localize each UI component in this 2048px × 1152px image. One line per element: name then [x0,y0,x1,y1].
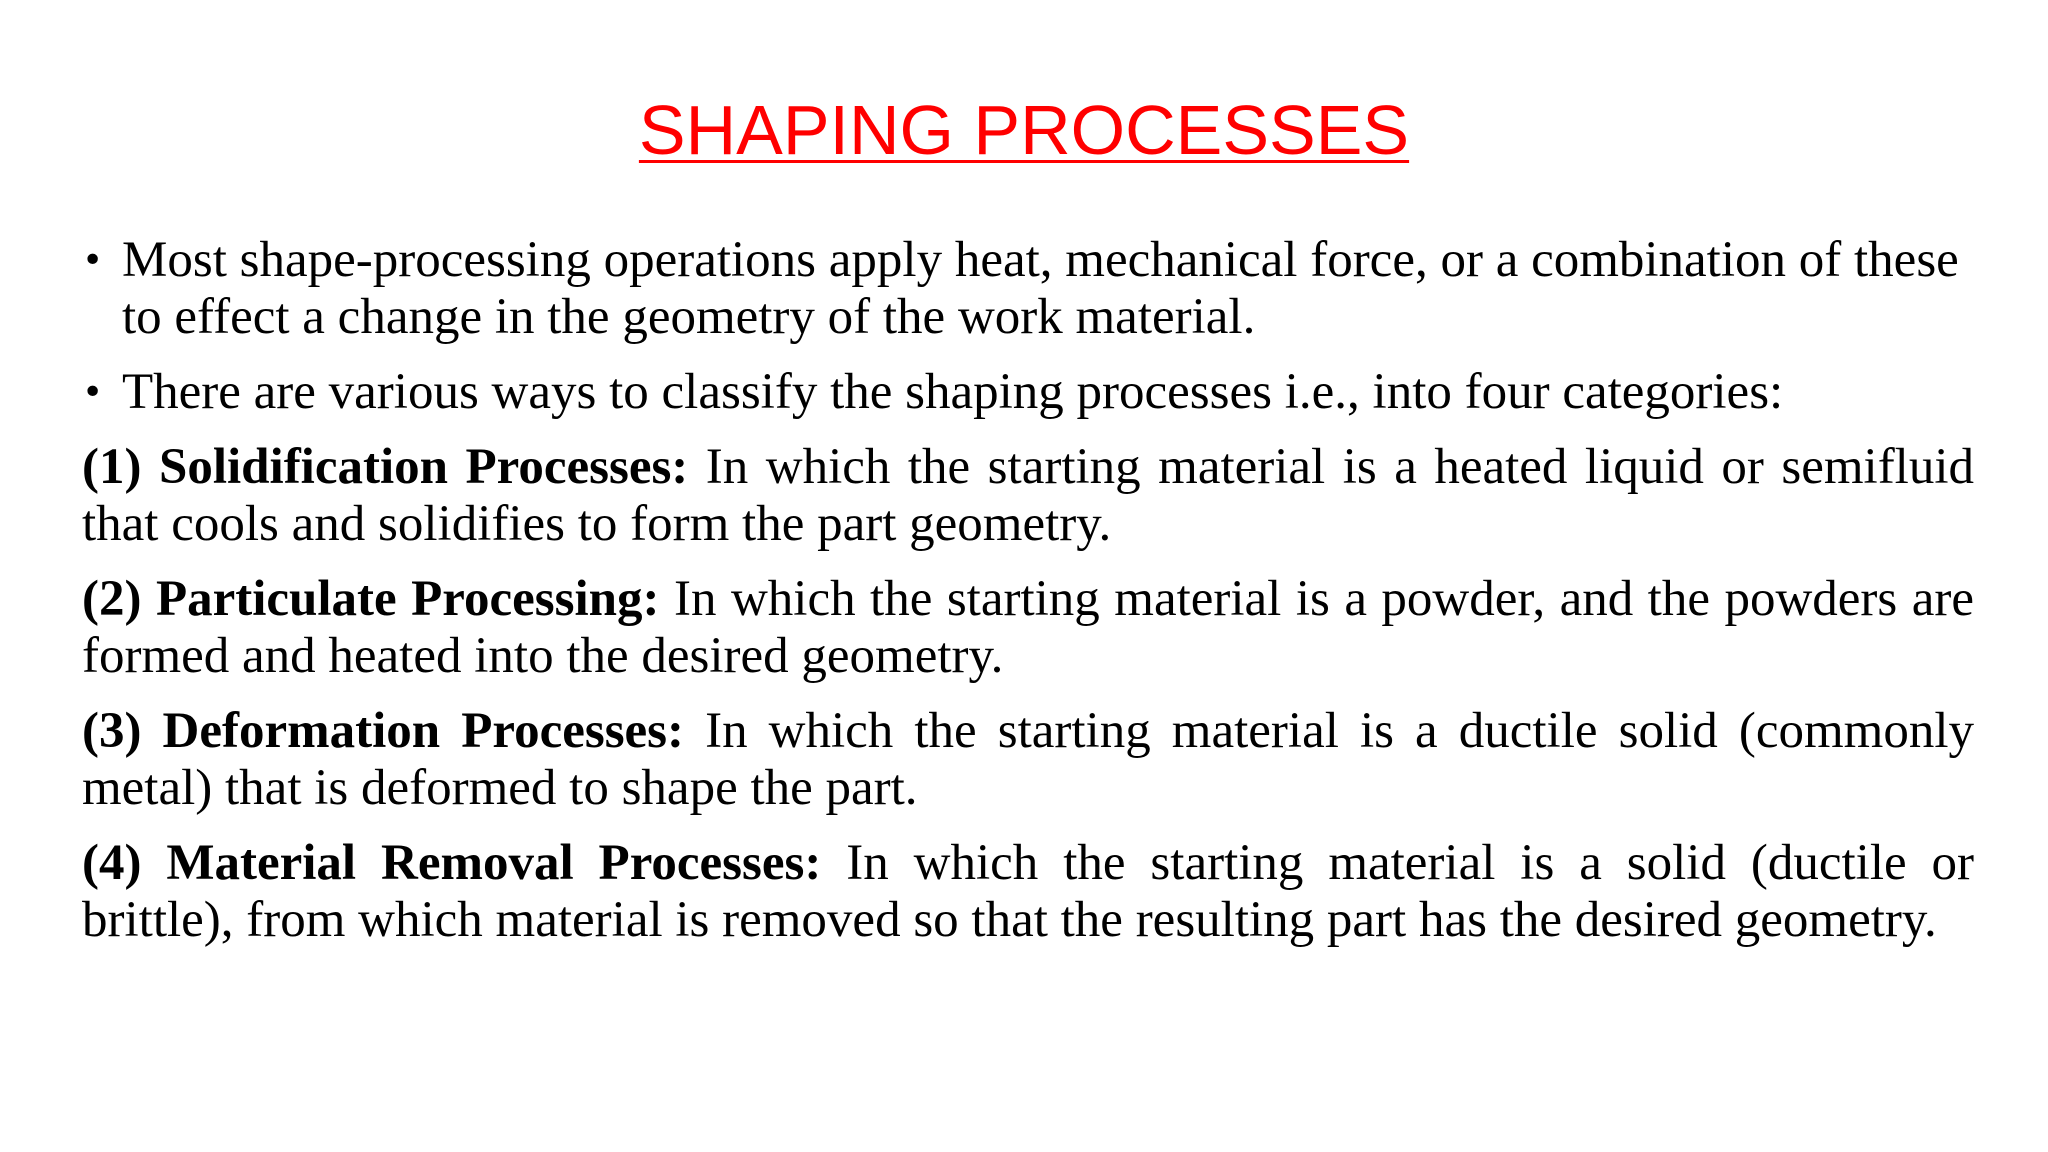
category-item-particulate [82,571,1974,685]
category-heading: (4) Material Removal Processes: [82,835,822,891]
slide-body [82,232,1974,967]
bullet-item [82,232,1974,346]
category-heading: (1) Solidification Processes: [82,439,689,495]
category-item-solidification [82,439,1974,553]
slide-title [0,88,2048,172]
bullet-text: Most shape-processing operations apply heat, mechanical force, or a combination of these to effect a change in the geometry of the work material. [122,232,1959,345]
category-text: In which the starting material is a ductile solid (commonly metal) that is deformed to shape the part. [82,703,1975,816]
bullet-dot-icon: • [82,372,104,413]
category-text: In which the starting material is a solid (ductile or brittle), from which material is removed so that the resulting part has the desired geometry. [82,835,1975,948]
category-text: In which the starting material is a powder, and the powders are formed and heated into the desired geometry. [82,571,1974,684]
bullet-text: There are various ways to classify the shaping processes i.e., into four categories: [122,364,1784,420]
category-heading: (2) Particulate Processing: [82,571,660,627]
bullet-item [82,364,1974,421]
slide-title-text: SHAPING PROCESSES [638,91,1410,169]
category-text: In which the starting material is a heated liquid or semifluid that cools and solidifies to form the part geometry. [82,439,1975,552]
category-item-deformation [82,703,1974,817]
category-item-material-removal [82,835,1974,949]
category-heading: (3) Deformation Processes: [82,703,685,759]
bullet-dot-icon: • [82,240,104,281]
